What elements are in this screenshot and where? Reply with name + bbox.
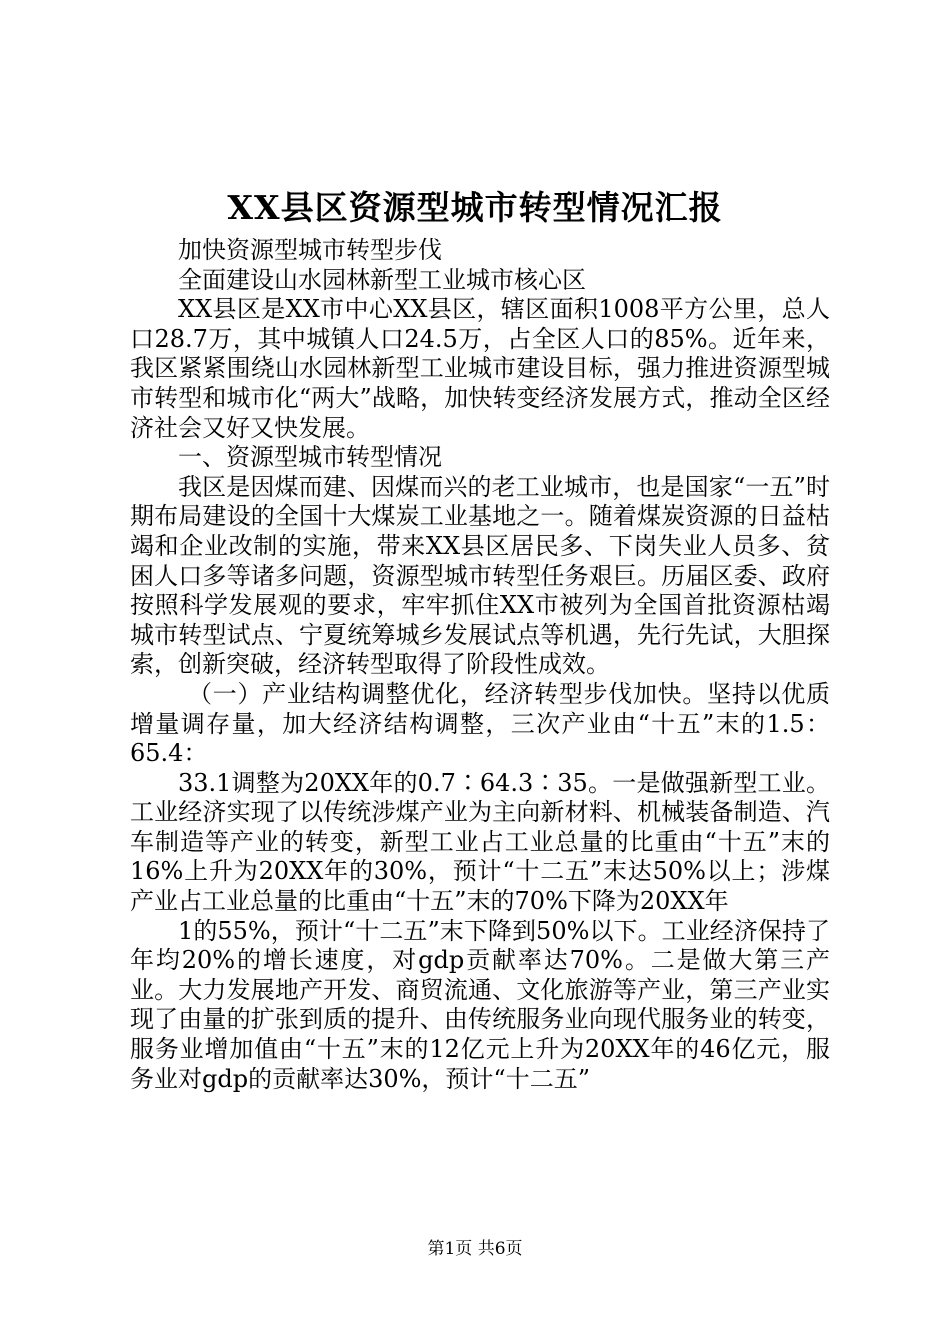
document-body [130,236,830,1094]
industry-paragraph: 33.1调整为20XX年的0.7∶64.3∶35。一是做强新型工业。工业经济实现了以传统涉煤产业为主向新材料、机械装备制造、汽车制造等产业的转变，新型工业占工业总量的比重由“十五”末的16%上升为20XX年的30%，预计“十二五”末达50%以上；涉煤产业占工业总量的比重由“十五”末的70%下降为20XX年 [130,768,830,916]
subsection-paragraph: （一）产业结构调整优化，经济转型步伐加快。坚持以优质增量调存量，加大经济结构调整，三次产业由“十五”末的1.5：65.4： [130,679,830,768]
document-title: XX县区资源型城市转型情况汇报 [227,188,723,227]
services-paragraph: 1的55%，预计“十二五”末下降到50%以下。工业经济保持了年均20%的增长速度，对gdp贡献率达70%。二是做大第三产业。大力发展地产开发、商贸流通、文化旅游等产业，第三产业实现了由量的扩张到质的提升、由传统服务业向现代服务业的转变，服务业增加值由“十五”末的12亿元上升为20XX年的46亿元，服务业对gdp的贡献率达30%，预计“十二五” [130,916,830,1093]
subtitle-line-1: 加快资源型城市转型步伐 [178,236,442,264]
section-heading: 一、资源型城市转型情况 [178,443,442,472]
intro-paragraph: XX县区是XX市中心XX县区，辖区面积1008平方公里，总人口28.7万，其中城镇人口24.5万，占全区人口的85%。近年来，我区紧紧围绕山水园林新型工业城市建设目标，强力推进资源型城市转型和城市化“两大”战略，加快转变经济发展方式，推动全区经济社会又好又快发展。 [130,295,830,442]
background-paragraph: 我区是因煤而建、因煤而兴的老工业城市，也是国家“一五”时期布局建设的全国十大煤炭工业基地之一。随着煤炭资源的日益枯竭和企业改制的实施，带来XX县区居民多、下岗失业人员多、贫困人口多等诸多问题，资源型城市转型任务艰巨。历届区委、政府按照科学发展观的要求，牢牢抓住XX市被列为全国首批资源枯竭城市转型试点、宁夏统筹城乡发展试点等机遇，先行先试，大胆探索，创新突破，经济转型取得了阶段性成效。 [130,472,830,679]
subtitle-line-2: 全面建设山水园林新型工业城市核心区 [178,265,586,294]
page-footer: 第1页 共6页 [427,1239,523,1259]
